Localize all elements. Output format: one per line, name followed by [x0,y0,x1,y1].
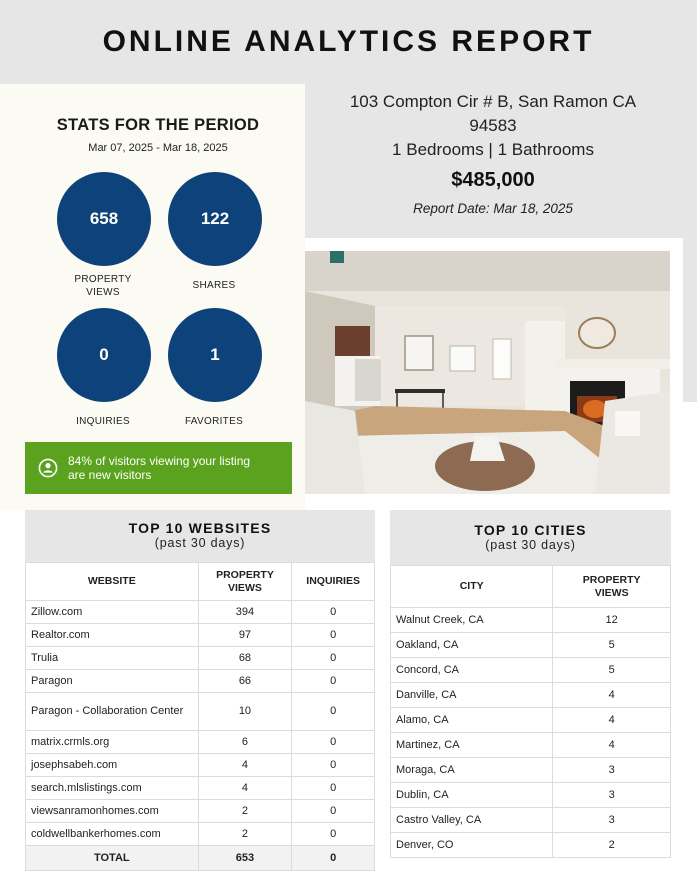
website-name: matrix.crmls.org [26,731,199,754]
websites-subtitle: (past 30 days) [154,536,246,550]
website-row [26,670,375,693]
stats-period: Mar 07, 2025 - Mar 18, 2025 [88,142,228,154]
total-inquiries: 0 [292,846,375,871]
city-name: Concord, CA [391,658,553,683]
cities-table [390,510,671,858]
city-row [391,833,671,858]
website-name: viewsanramonhomes.com [26,800,199,823]
shares-circle: 122 [168,172,262,266]
col-city: CITY [391,566,553,608]
views-label [53,274,153,299]
website-name: Zillow.com [26,601,199,624]
property-address [305,90,681,162]
city-name: Danville, CA [391,683,553,708]
websites-column-header-row [26,563,375,601]
website-views: 97 [198,624,292,647]
stats-heading: STATS FOR THE PERIOD [56,116,260,134]
website-inquiries: 0 [292,754,375,777]
total-label: TOTAL [26,846,199,871]
col-property-views-line1: PROPERTY [216,568,274,581]
website-inquiries: 0 [292,777,375,800]
website-views: 2 [198,823,292,846]
website-name: coldwellbankerhomes.com [26,823,199,846]
website-row [26,777,375,800]
city-views: 3 [553,783,671,808]
col-property-views [198,563,292,601]
col-city-views-line2: VIEWS [594,586,629,599]
city-row [391,658,671,683]
website-name: josephsabeh.com [26,754,199,777]
inquiries-circle: 0 [57,308,151,402]
city-views: 3 [553,808,671,833]
city-name: Denver, CO [391,833,553,858]
rooms-summary: 1 Bedrooms | 1 Bathrooms [392,140,594,159]
stats-panel [0,84,305,510]
new-visitors-banner [25,442,292,494]
website-row [26,823,375,846]
website-name: Realtor.com [26,624,199,647]
website-inquiries: 0 [292,624,375,647]
col-website: WEBSITE [26,563,199,601]
city-row [391,733,671,758]
col-city-property-views [553,566,671,608]
cities-column-header-row [391,566,671,608]
website-row [26,731,375,754]
website-views: 394 [198,601,292,624]
address-line-2: 94583 [469,116,517,135]
city-name: Castro Valley, CA [391,808,553,833]
websites-table [25,510,375,871]
website-row [26,601,375,624]
views-label-line2: VIEWS [86,286,120,298]
websites-title: TOP 10 WEBSITES [128,520,272,536]
website-inquiries: 0 [292,601,375,624]
report-title: ONLINE ANALYTICS REPORT [102,25,595,58]
report-header [0,0,697,84]
website-name: Paragon - Collaboration Center [26,693,199,731]
city-name: Walnut Creek, CA [391,608,553,633]
inquiries-label: INQUIRIES [76,416,130,427]
website-row [26,624,375,647]
banner-line-2: are new visitors [68,468,152,482]
website-views: 4 [198,777,292,800]
city-views: 4 [553,708,671,733]
website-name: Paragon [26,670,199,693]
report-date: Report Date: Mar 18, 2025 [413,201,573,216]
cities-table-header [390,510,671,565]
views-circle: 658 [57,172,151,266]
websites-rows [26,601,375,846]
website-views: 68 [198,647,292,670]
website-views: 2 [198,800,292,823]
websites-total-row [26,846,375,871]
views-label-line1: PROPERTY [74,274,132,285]
city-views: 3 [553,758,671,783]
city-row [391,633,671,658]
websites-table-header [25,510,375,562]
user-circle-icon [38,458,58,478]
website-row [26,754,375,777]
website-name: Trulia [26,647,199,670]
website-views: 66 [198,670,292,693]
city-row [391,808,671,833]
col-city-views-line1: PROPERTY [582,573,641,586]
website-inquiries: 0 [292,731,375,754]
city-name: Moraga, CA [391,758,553,783]
website-views: 4 [198,754,292,777]
city-name: Oakland, CA [391,633,553,658]
banner-line-1: 84% of visitors viewing your listing [68,453,251,468]
city-row [391,783,671,808]
city-views: 5 [553,658,671,683]
website-inquiries: 0 [292,670,375,693]
banner-text [68,454,250,483]
website-row [26,647,375,670]
favorites-circle: 1 [168,308,262,402]
cities-title: TOP 10 CITIES [474,522,587,538]
col-property-views-line2: VIEWS [228,581,262,594]
website-row [26,800,375,823]
city-name: Martinez, CA [391,733,553,758]
city-row [391,758,671,783]
website-inquiries: 0 [292,800,375,823]
city-name: Dublin, CA [391,783,553,808]
shares-label: SHARES [192,280,236,291]
city-views: 4 [553,683,671,708]
websites-grid [25,562,375,871]
website-views: 6 [198,731,292,754]
website-name: search.mlslistings.com [26,777,199,800]
cities-subtitle: (past 30 days) [485,538,576,552]
website-views: 10 [198,693,292,731]
website-inquiries: 0 [292,823,375,846]
city-views: 12 [553,608,671,633]
property-photo [305,251,670,494]
address-line-1: 103 Compton Cir # B, San Ramon CA [349,92,637,111]
website-row [26,693,375,731]
favorites-label: FAVORITES [184,416,244,427]
city-row [391,708,671,733]
city-row [391,608,671,633]
city-views: 4 [553,733,671,758]
total-views: 653 [198,846,292,871]
col-inquiries: INQUIRIES [292,563,375,601]
city-views: 5 [553,633,671,658]
website-inquiries: 0 [292,647,375,670]
cities-grid [390,565,671,858]
city-name: Alamo, CA [391,708,553,733]
city-views: 2 [553,833,671,858]
city-row [391,683,671,708]
cities-rows [391,608,671,858]
property-price: $485,000 [451,169,535,191]
website-inquiries: 0 [292,693,375,731]
